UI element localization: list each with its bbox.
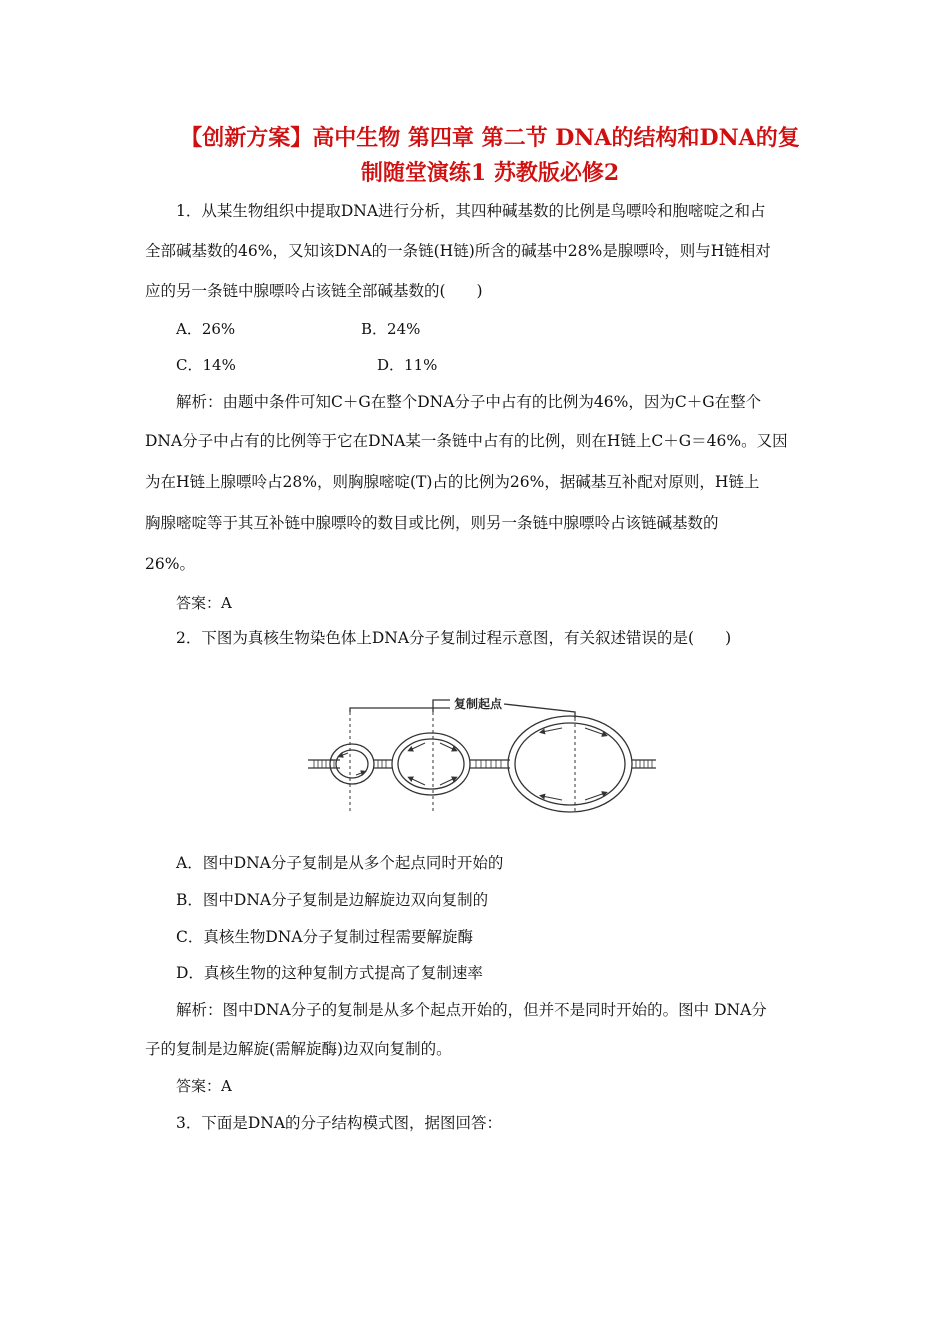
q2-option-b: B．图中DNA分子复制是边解旋边双向复制的 — [176, 891, 489, 909]
q1-stem-line-2: 全部碱基数的46%，又知该DNA的一条链(H链)所含的碱基中28%是腺嘌呤，则与H链相对 — [145, 242, 771, 260]
q1-analysis-line-1: 解析：由题中条件可知C＋G在整个DNA分子中占有的比例为46%，因为C＋G在整个 — [176, 393, 762, 411]
document-title-line-2: 制随堂演练1 苏教版必修2 — [360, 160, 620, 186]
dna-replication-diagram — [300, 690, 660, 820]
q2-option-d: D．真核生物的这种复制方式提高了复制速率 — [176, 964, 483, 982]
replication-origin-label: 复制起点 — [454, 697, 503, 711]
q3-stem: 3．下面是DNA的分子结构模式图，据图回答： — [176, 1114, 503, 1132]
q2-analysis-line-1: 解析：图中DNA分子的复制是从多个起点开始的，但并不是同时开始的。图中 DNA分 — [176, 1001, 767, 1019]
q2-answer: 答案：A — [176, 1077, 232, 1095]
q1-analysis-line-5: 26%。 — [145, 555, 195, 573]
q2-analysis-line-2: 子的复制是边解旋(需解旋酶)边双向复制的。 — [145, 1040, 452, 1058]
q1-option-c: C．14% — [176, 356, 236, 374]
q2-option-c: C．真核生物DNA分子复制过程需要解旋酶 — [176, 928, 474, 946]
q1-option-a: A．26% — [176, 320, 236, 338]
q1-analysis-line-3: 为在H链上腺嘌呤占28%，则胸腺嘧啶(T)占的比例为26%，据碱基互补配对原则，H链上 — [145, 473, 760, 491]
q1-analysis-line-2: DNA分子中占有的比例等于它在DNA某一条链中占有的比例，则在H链上C＋G＝46%。又因 — [145, 432, 788, 450]
q1-stem-line-1: 1．从某生物组织中提取DNA进行分析，其四种碱基数的比例是鸟嘌呤和胞嘧啶之和占 — [176, 202, 766, 220]
q1-option-b: B．24% — [361, 320, 421, 338]
q2-option-a: A．图中DNA分子复制是从多个起点同时开始的 — [176, 854, 504, 872]
q2-stem: 2．下图为真核生物染色体上DNA分子复制过程示意图，有关叙述错误的是( ) — [176, 629, 732, 647]
q1-answer: 答案：A — [176, 594, 232, 612]
document-title-line-1: 【创新方案】高中生物 第四章 第二节 DNA的结构和DNA的复 — [180, 125, 800, 151]
q1-option-d: D．11% — [377, 356, 438, 374]
q1-analysis-line-4: 胸腺嘧啶等于其互补链中腺嘌呤的数目或比例，则另一条链中腺嘌呤占该链碱基数的 — [145, 514, 719, 532]
q1-stem-line-3: 应的另一条链中腺嘌呤占该链全部碱基数的( ) — [145, 282, 483, 300]
